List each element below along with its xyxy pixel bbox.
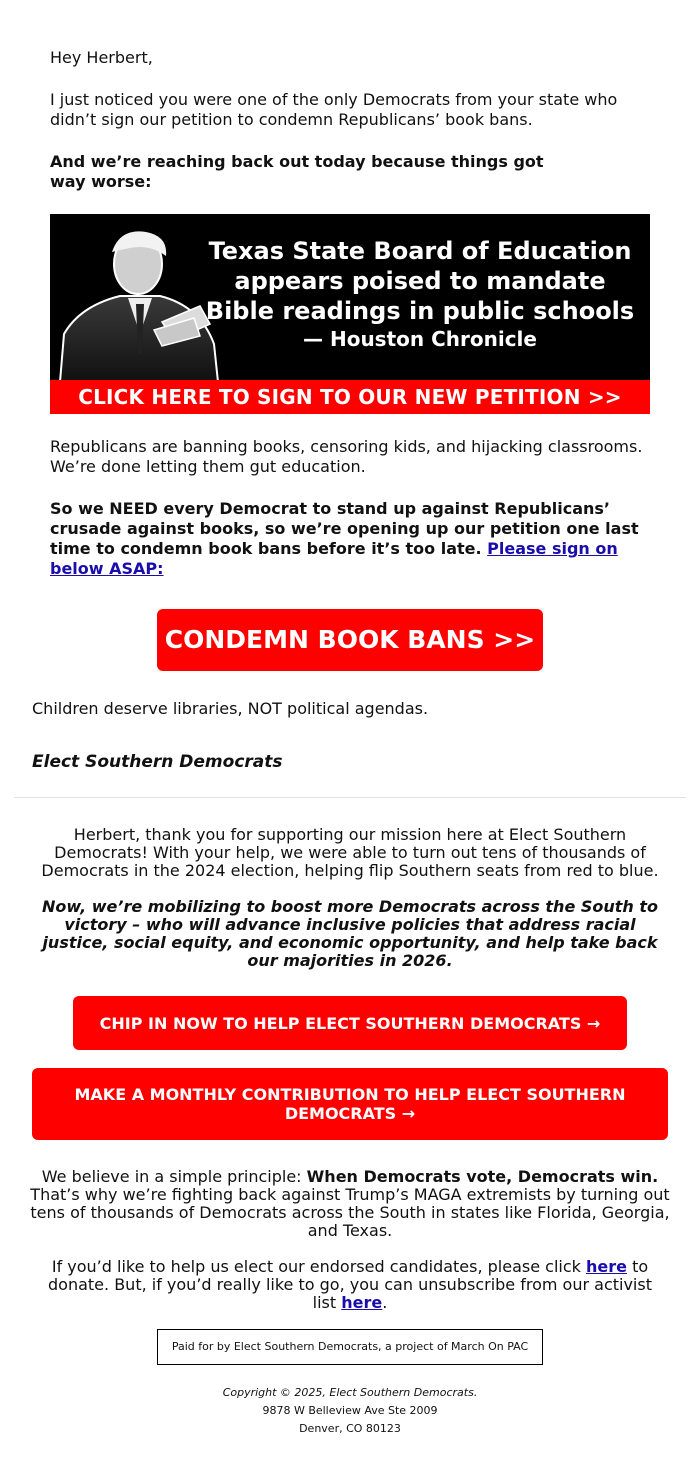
principle-rest: That’s why we’re fighting back against Trump’s MAGA extremists by turning out tens of thousands of Democrats across the South in states like Florida, Georgia, and Texas. <box>30 1185 670 1240</box>
chip-in-button[interactable]: CHIP IN NOW TO HELP ELECT SOUTHERN DEMOCRATS → <box>73 996 627 1050</box>
address-line-2: Denver, CO 80123 <box>299 1422 401 1435</box>
principle-prefix: We believe in a simple principle: <box>41 1167 302 1186</box>
reaching-out-paragraph: And we’re reaching back out today because things got way worse: <box>50 152 544 191</box>
donate-end: . <box>382 1293 388 1312</box>
need-every-democrat-paragraph <box>50 499 650 579</box>
donate-link[interactable]: here <box>586 1257 627 1276</box>
donate-mid: to donate. But, if you’d really like to go, you can unsubscribe from our activist list <box>48 1257 652 1312</box>
banner-headline-text: Texas State Board of Education appears poised to mandate Bible readings in public schools <box>205 237 635 325</box>
sign-below-link[interactable]: Please sign on below ASAP: <box>50 539 618 578</box>
greeting: Hey Herbert, <box>50 48 153 67</box>
banner-source: — Houston Chronicle <box>303 327 537 351</box>
sign-petition-link[interactable]: CLICK HERE TO SIGN TO OUR NEW PETITION >> <box>50 380 650 414</box>
copyright: Copyright © 2025, Elect Southern Democrats. <box>222 1386 478 1399</box>
condemn-book-bans-button[interactable]: CONDEMN BOOK BANS >> <box>157 609 543 671</box>
unsubscribe-link[interactable]: here <box>341 1293 383 1312</box>
donate-paragraph <box>45 1258 655 1312</box>
children-statement: Children deserve libraries, NOT political agendas. <box>32 699 429 718</box>
signature: Elect Southern Democrats <box>32 752 283 772</box>
monthly-contribution-button[interactable]: MAKE A MONTHLY CONTRIBUTION TO HELP ELECT SOUTHERN DEMOCRATS → <box>32 1068 668 1140</box>
mobilizing-paragraph: Now, we’re mobilizing to boost more Democrats across the South to victory – who will advance inclusive policies that address racial justice, social equity, and economic opportunity, and help take back our majorities in 2026. <box>41 897 659 970</box>
address-line-1: 9878 W Belleview Ave Ste 2009 <box>262 1404 438 1417</box>
banner-headline <box>200 236 640 352</box>
donate-prefix: If you’d like to help us elect our endorsed candidates, please click <box>51 1257 581 1276</box>
petition-banner[interactable] <box>50 214 650 414</box>
intro-paragraph: I just noticed you were one of the only Democrats from your state who didn’t sign our petition to condemn Republicans’ book bans. <box>50 90 618 129</box>
section-divider <box>14 797 686 798</box>
principle-bold: When Democrats vote, Democrats win. <box>306 1167 659 1186</box>
republicans-paragraph: Republicans are banning books, censoring kids, and hijacking classrooms. We’re done letting them gut education. <box>50 437 643 476</box>
principle-paragraph <box>30 1168 670 1240</box>
thanks-paragraph: Herbert, thank you for supporting our mission here at Elect Southern Democrats! With your help, we were able to turn out tens of thousands of Democrats in the 2024 election, helping flip Southern seats from red to blue. <box>41 825 659 880</box>
paid-for-disclaimer: Paid for by Elect Southern Democrats, a project of March On PAC <box>157 1329 543 1365</box>
need-every-democrat-text: So we NEED every Democrat to stand up against Republicans’ crusade against books, so we’re opening up our petition one last time to condemn book bans before it’s too late. <box>50 499 639 558</box>
